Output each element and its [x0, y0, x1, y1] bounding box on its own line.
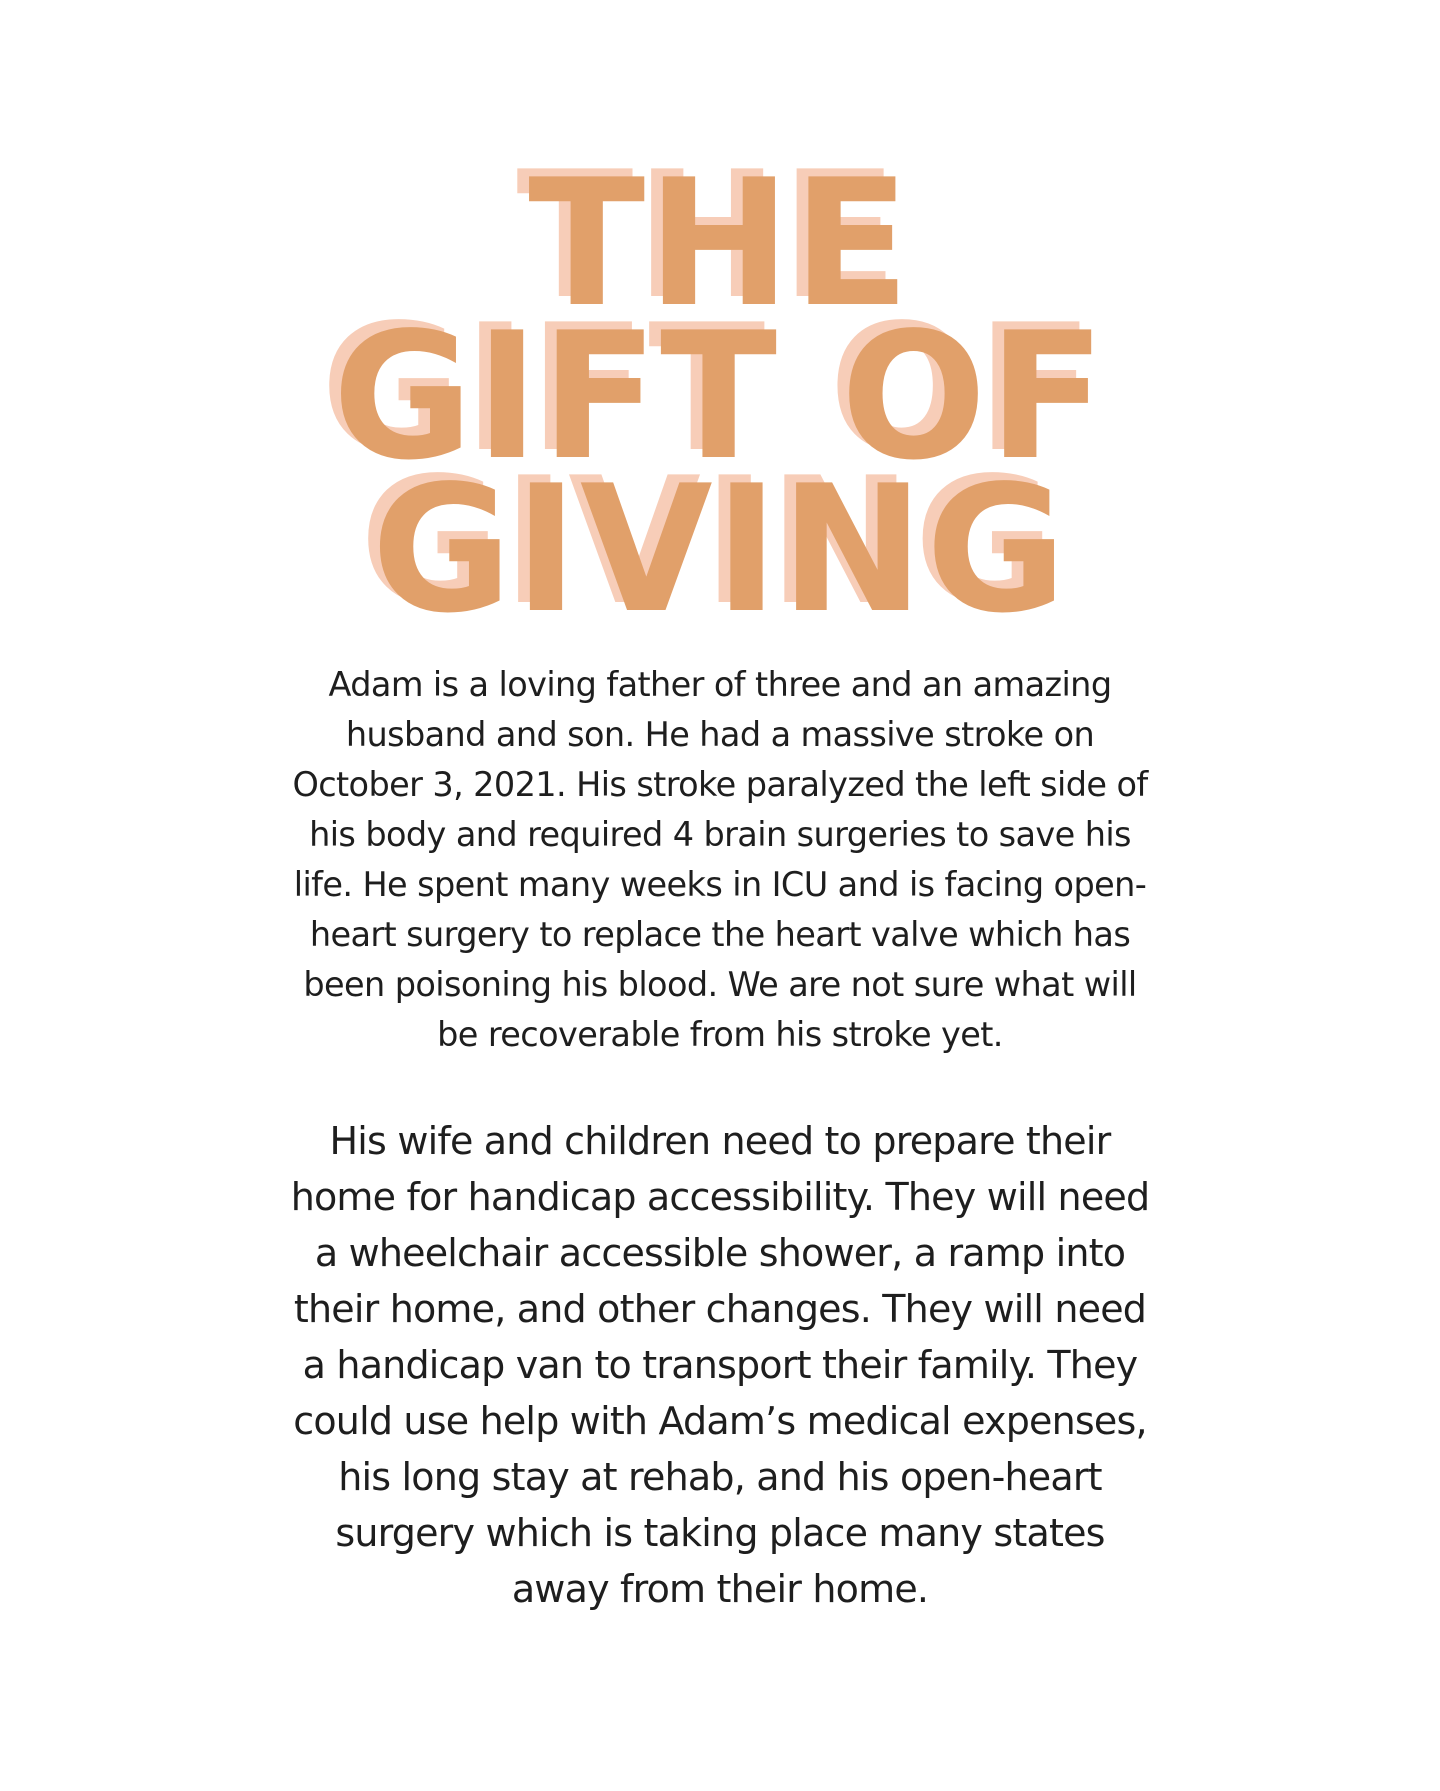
title-line-3: GIVING [371, 449, 1069, 652]
title-line-1: THE [528, 143, 912, 346]
story-paragraph: Adam is a loving father of three and an amazing husband and son. He had a massive stroke on October 3, 2021. His stroke paralyzed the left side of his body and required 4 brain surgeries to save his life. He spent many weeks in ICU and is facing open-heart surgery to replace the heart valve which has been poisoning his blood. We are not sure what will be recoverable from his stroke yet. [292, 665, 1148, 1054]
needs-paragraph: His wife and children need to prepare their home for handicap accessibility. They will need a wheelchair accessible shower, a ramp into their home, and other changes. They will need a handicap van to transport their family. They could use help with Adam’s medical expenses, his long stay at rehab, and his open-heart surgery which is taking place many states away from their home. [290, 1119, 1150, 1611]
title-line-2: GIFT OF [332, 296, 1108, 499]
flyer-title [0, 143, 1440, 652]
